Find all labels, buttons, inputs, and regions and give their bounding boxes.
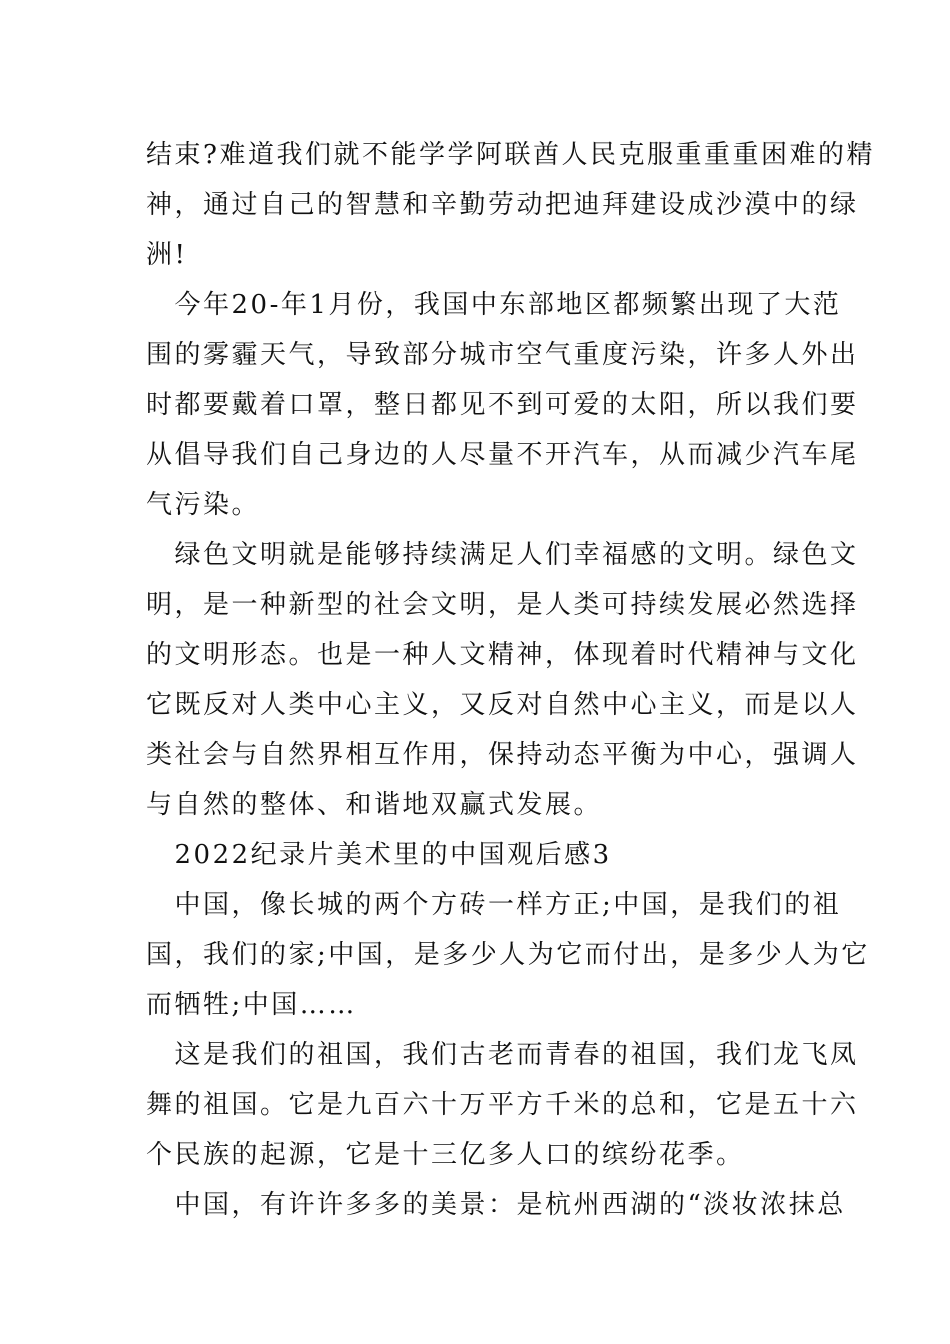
text-line: 舞的祖国。它是九百六十万平方千米的总和，它是五十六: [146, 1090, 859, 1120]
text-line: 它既反对人类中心主义，又反对自然中心主义，而是以人: [146, 690, 859, 720]
text-line: 神，通过自己的智慧和辛勤劳动把迪拜建设成沙漠中的绿: [146, 190, 859, 220]
text-line: 绿色文明就是能够持续满足人们幸福感的文明。绿色文: [146, 540, 859, 570]
text-line: 个民族的起源，它是十三亿多人口的缤纷花季。: [146, 1140, 745, 1170]
text-line: 洲!: [146, 240, 188, 270]
text-line: 而牺牲;中国……: [146, 990, 357, 1020]
text-line: 气污染。: [146, 490, 261, 520]
text-line: 类社会与自然界相互作用，保持动态平衡为中心，强调人: [146, 740, 859, 770]
section-heading: 2022纪录片美术里的中国观后感3: [146, 840, 612, 870]
text-line: 明，是一种新型的社会文明，是人类可持续发展必然选择: [146, 590, 859, 620]
text-line: 这是我们的祖国，我们古老而青春的祖国，我们龙飞凤: [146, 1040, 859, 1070]
text-line: 国，我们的家;中国，是多少人为它而付出，是多少人为它: [146, 940, 870, 970]
text-line: 中国，像长城的两个方砖一样方正;中国，是我们的祖: [146, 890, 842, 920]
text-line: 中国，有许许多多的美景：是杭州西湖的“淡妆浓抹总: [146, 1190, 846, 1220]
text-line: 今年20-年1月份，我国中东部地区都频繁出现了大范: [146, 290, 842, 320]
text-line: 的文明形态。也是一种人文精神，体现着时代精神与文化: [146, 640, 859, 670]
text-line: 围的雾霾天气，导致部分城市空气重度污染，许多人外出: [146, 340, 859, 370]
text-line: 从倡导我们自己身边的人尽量不开汽车，从而减少汽车尾: [146, 440, 859, 470]
text-line: 时都要戴着口罩，整日都见不到可爱的太阳，所以我们要: [146, 390, 859, 420]
text-line: 结束?难道我们就不能学学阿联酋人民克服重重重困难的精: [146, 140, 875, 170]
text-line: 与自然的整体、和谐地双赢式发展。: [146, 790, 603, 820]
